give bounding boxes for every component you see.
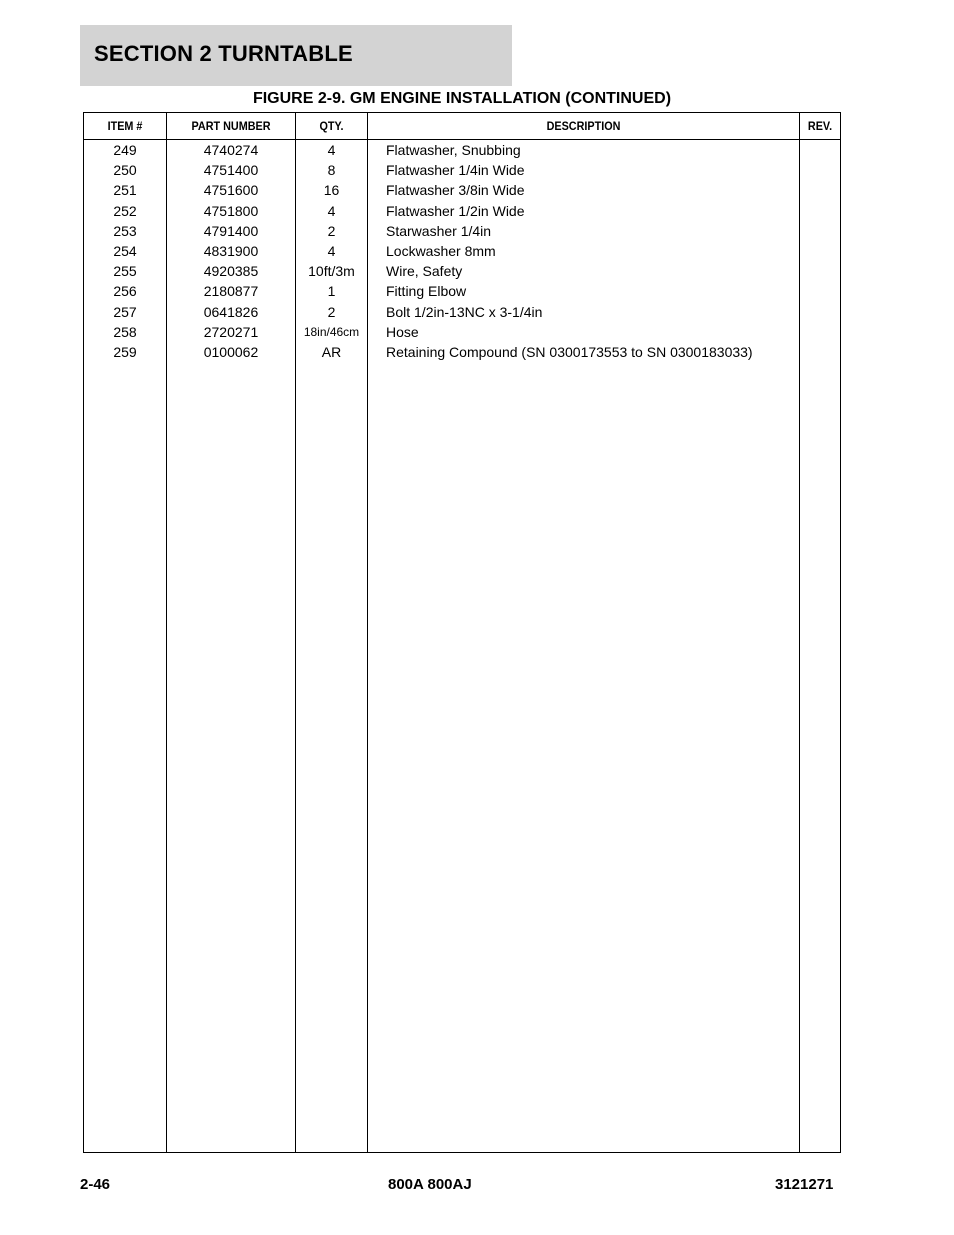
table-row bbox=[84, 342, 840, 362]
column-header-rev: REV. bbox=[807, 119, 833, 133]
table-row bbox=[84, 322, 840, 342]
description: Wire, Safety bbox=[386, 263, 463, 280]
quantity: 4 bbox=[327, 202, 336, 219]
parts-table bbox=[83, 112, 841, 1153]
table-row bbox=[84, 160, 840, 180]
table-row bbox=[84, 201, 840, 221]
column-header-item: ITEM # bbox=[107, 119, 143, 133]
item-number: 255 bbox=[113, 263, 137, 280]
quantity: 10ft/3m bbox=[308, 263, 355, 280]
column-header-part-number: PART NUMBER bbox=[191, 119, 271, 133]
item-number: 258 bbox=[113, 323, 137, 340]
page-number: 2-46 bbox=[80, 1176, 111, 1193]
section-header bbox=[80, 25, 512, 86]
part-number: 4751600 bbox=[203, 182, 259, 199]
description: Retaining Compound (SN 0300173553 to SN 0300183033) bbox=[386, 343, 753, 360]
quantity: 2 bbox=[327, 222, 336, 239]
part-number: 4831900 bbox=[203, 242, 259, 259]
quantity: 18in/46cm bbox=[303, 324, 360, 339]
model-designation: 800A 800AJ bbox=[388, 1176, 472, 1193]
table-row bbox=[84, 140, 840, 160]
item-number: 256 bbox=[113, 283, 137, 300]
description: Flatwasher 1/2in Wide bbox=[386, 202, 525, 219]
section-title: SECTION 2 TURNTABLE bbox=[94, 41, 353, 66]
quantity: 8 bbox=[327, 162, 336, 179]
quantity: 16 bbox=[323, 182, 340, 199]
quantity: 4 bbox=[327, 142, 336, 158]
table-row bbox=[84, 281, 840, 301]
quantity: 1 bbox=[327, 283, 336, 300]
figure-title: FIGURE 2-9. GM ENGINE INSTALLATION (CONTINUED) bbox=[252, 90, 672, 107]
column-header-description: DESCRIPTION bbox=[546, 119, 621, 133]
part-number: 4791400 bbox=[203, 222, 259, 239]
table-row bbox=[84, 261, 840, 281]
item-number: 259 bbox=[113, 343, 137, 360]
quantity: 4 bbox=[327, 242, 336, 259]
description: Lockwasher 8mm bbox=[386, 242, 496, 259]
part-number: 0641826 bbox=[203, 303, 259, 320]
item-number: 254 bbox=[113, 242, 137, 259]
item-number: 257 bbox=[113, 303, 137, 320]
quantity: 2 bbox=[327, 303, 336, 320]
quantity: AR bbox=[321, 343, 342, 360]
table-body bbox=[84, 140, 840, 362]
table-row bbox=[84, 180, 840, 200]
description: Fitting Elbow bbox=[386, 283, 467, 300]
item-number: 252 bbox=[113, 202, 137, 219]
part-number: 0100062 bbox=[203, 343, 259, 360]
description: Starwasher 1/4in bbox=[386, 222, 492, 239]
item-number: 250 bbox=[113, 162, 137, 179]
part-number: 2180877 bbox=[203, 283, 259, 300]
description: Hose bbox=[386, 323, 419, 340]
document-number: 3121271 bbox=[775, 1176, 834, 1193]
column-header-qty: QTY. bbox=[319, 119, 344, 133]
part-number: 4751800 bbox=[203, 202, 259, 219]
item-number: 253 bbox=[113, 222, 137, 239]
item-number: 251 bbox=[113, 182, 137, 199]
table-row bbox=[84, 221, 840, 241]
description: Flatwasher, Snubbing bbox=[386, 142, 521, 158]
description: Bolt 1/2in-13NC x 3-1/4in bbox=[386, 303, 543, 320]
description: Flatwasher 1/4in Wide bbox=[386, 162, 525, 179]
part-number: 4740274 bbox=[203, 142, 259, 158]
part-number: 4751400 bbox=[203, 162, 259, 179]
part-number: 2720271 bbox=[203, 323, 259, 340]
item-number: 249 bbox=[113, 142, 137, 158]
part-number: 4920385 bbox=[203, 263, 259, 280]
table-row bbox=[84, 302, 840, 322]
table-row bbox=[84, 241, 840, 261]
description: Flatwasher 3/8in Wide bbox=[386, 182, 525, 199]
